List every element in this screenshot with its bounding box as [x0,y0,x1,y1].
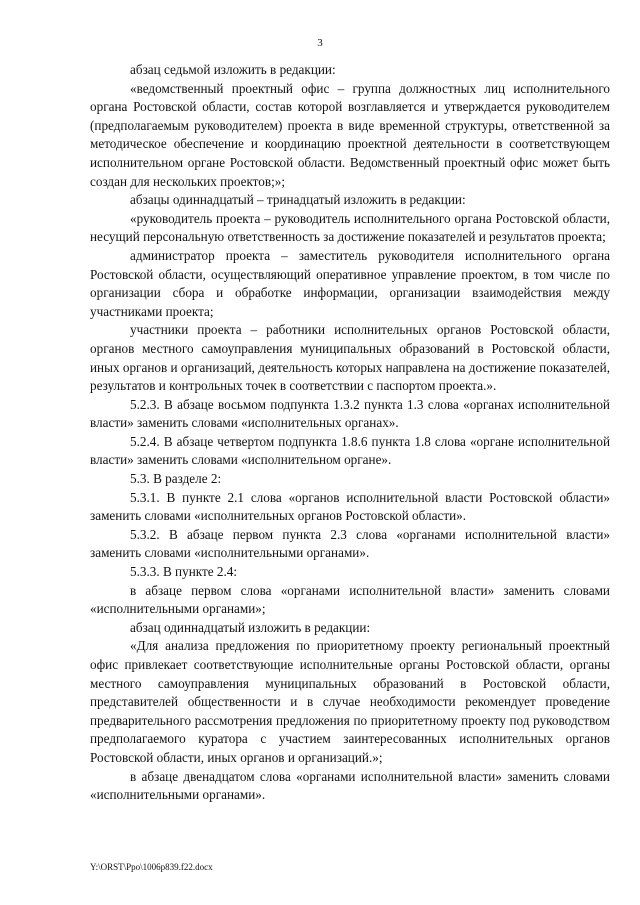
paragraph: «Для анализа предложения по приоритетному проекту региональный проектный офис привлекает соответствующие исполнительные органы Ростовской области, органы местного самоуправления муниципальных образований в Ростовской области, представителей общественности и в случае необходимости рекомендует проведение предварительного рассмотрения предложения по приоритетному проекту под руководством предполагаемого куратора с участием заинтересованных исполнительных органов Ростовской области, иных органов и организаций.»; [90,638,610,765]
paragraph: в абзаце первом слова «органами исполнительной власти» заменить словами «исполнительными органами»; [90,582,610,617]
paragraph: абзацы одиннадцатый – тринадцатый изложить в редакции: [130,192,466,208]
paragraph: в абзаце двенадцатом слова «органами исполнительной власти» заменить словами «исполнительными органами». [90,768,610,803]
page-number: 3 [317,37,323,49]
paragraph: абзац седьмой изложить в редакции: [130,62,336,77]
paragraph: участники проекта – работники исполнительных органов Ростовской области, органов местного самоуправления муниципальных образований в Ростовской области, иных органов и организаций, деятельность которых направлена на достижение показателей, результатов и контрольных точек в соответствии с паспортом проекта.». [90,322,611,394]
paragraph: администратор проекта – заместитель руководителя исполнительного органа Ростовской области, осуществляющий оперативное управление проектом, в том числе по организации сбора и обработке информации, организации взаимодействия между участниками проекта; [90,247,610,319]
paragraph: абзац одиннадцатый изложить в редакции: [130,619,371,635]
footer-file-path: Y:\ORST\Ppo\1006p839.f22.docx [90,862,213,872]
paragraph: 5.3.1. В пункте 2.1 слова «органов исполнительной власти Ростовской области» заменить словами «исполнительных органов Ростовской области». [90,489,610,524]
paragraph: 5.2.4. В абзаце четвертом подпункта 1.8.6 пункта 1.8 слова «органе исполнительной власти» заменить словами «исполнительном органе». [90,433,610,468]
paragraph: 5.3.2. В абзаце первом пункта 2.3 слова «органами исполнительной власти» заменить словами «исполнительными органами». [90,526,610,561]
paragraph: «руководитель проекта – руководитель исполнительного органа Ростовской области, несущий персональную ответственность за достижение показателей и результатов проекта; [90,210,610,245]
paragraph: 5.3.3. В пункте 2.4: [130,564,238,580]
paragraph: 5.3. В разделе 2: [130,471,222,487]
paragraph: «ведомственный проектный офис – группа должностных лиц исполнительного органа Ростовской области, состав которой возглавляется и утверждается руководителем (предполагаемым руководителем) проекта в виде временной структуры, ответственной за методическое обеспечение и координацию проектной деятельности в соответствующем исполнительном органе Ростовской области. Ведомственный проектный офис может быть создан для нескольких проектов;»; [90,80,610,189]
document-body [90,61,610,805]
paragraph: 5.2.3. В абзаце восьмом подпункта 1.3.2 пункта 1.3 слова «органах исполнительной власти» заменить словами «исполнительных органах». [90,396,610,431]
